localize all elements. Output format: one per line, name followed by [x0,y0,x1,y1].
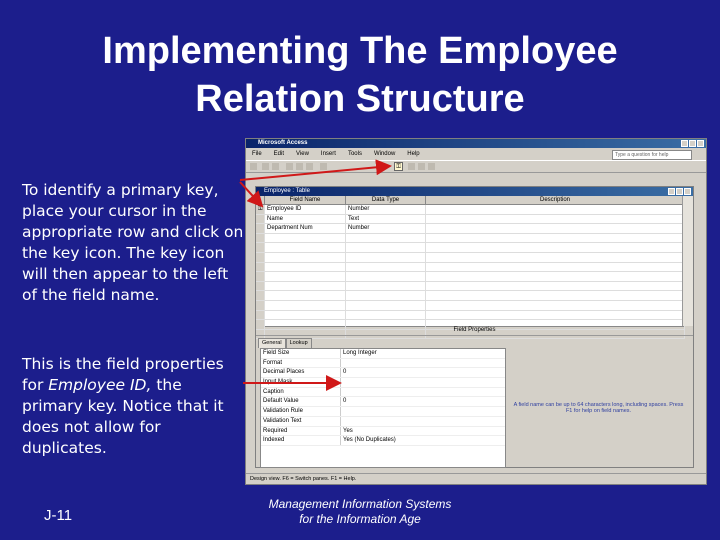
save-icon[interactable] [262,163,269,170]
property-row[interactable] [261,349,505,359]
empty-cell[interactable] [346,272,426,281]
empty-cell[interactable] [265,263,346,272]
primary-key-instruction: To identify a primary key, place your cursor in the appropriate row and click on the key icon. The key icon will then appear to the left of the field name. [22,181,244,304]
empty-cell[interactable] [265,243,346,252]
help-search-input[interactable]: Type a question for help [612,150,692,160]
minimize-button[interactable] [681,140,688,147]
empty-cell[interactable] [265,291,346,300]
empty-cell[interactable] [426,263,685,272]
data-type-cell[interactable]: Number [346,205,426,214]
empty-cell[interactable] [426,272,685,281]
empty-grid-row[interactable] [256,243,685,253]
description-cell[interactable] [426,215,685,224]
empty-cell[interactable] [426,243,685,252]
empty-cell[interactable] [346,253,426,262]
title-line-1: Implementing The Employee [102,30,618,72]
access-window [245,138,707,485]
empty-cell[interactable] [346,282,426,291]
empty-cell[interactable] [346,291,426,300]
empty-grid-row[interactable] [256,263,685,273]
property-row[interactable] [261,388,505,398]
page-number: J-11 [44,507,73,524]
paste-icon[interactable] [306,163,313,170]
primary-key-marker-icon: ⚿ [256,205,265,214]
empty-cell[interactable] [265,282,346,291]
property-name: Validation Text [263,417,302,424]
empty-cell[interactable] [426,301,685,310]
empty-grid-row[interactable] [256,291,685,301]
title-line-2: Relation Structure [195,77,525,120]
note-text-1: This is the field properties for [22,355,224,394]
menu-window[interactable]: Window [373,151,396,157]
field-name-header: Field Name [265,196,346,204]
empty-cell[interactable] [346,301,426,310]
properties-icon[interactable] [428,163,435,170]
property-name: Format [263,359,283,366]
data-type-cell[interactable]: Number [346,224,426,233]
field-help-hint: A field name can be up to 64 characters long, including spaces. Press F1 for help on field names. [513,402,684,414]
empty-cell[interactable] [256,272,265,281]
empty-cell[interactable] [265,301,346,310]
empty-cell[interactable] [346,263,426,272]
empty-cell[interactable] [256,243,265,252]
property-row[interactable] [261,417,505,427]
property-row[interactable] [261,368,505,378]
property-row[interactable] [261,397,505,407]
table-maximize-button[interactable] [676,188,683,195]
table-window-controls [668,188,691,195]
empty-cell[interactable] [256,311,265,320]
description-cell[interactable] [426,224,685,233]
field-name-cell[interactable]: Employee ID [265,205,346,214]
property-row[interactable] [261,436,505,446]
close-button[interactable] [697,140,704,147]
empty-cell[interactable] [346,243,426,252]
property-name: Default Value [263,398,299,405]
field-name-cell[interactable]: Department Num [265,224,346,233]
menu-insert[interactable]: Insert [320,151,336,157]
empty-cell[interactable] [256,263,265,272]
property-value[interactable]: Long Integer [340,349,505,358]
property-row[interactable] [261,407,505,417]
empty-grid-row[interactable] [256,253,685,263]
empty-cell[interactable] [256,253,265,262]
grid-header [256,196,685,205]
indexes-icon[interactable] [408,163,415,170]
description-header: Description [426,196,685,204]
data-type-cell[interactable]: Text [346,215,426,224]
footer-caption [250,497,470,527]
table-minimize-button[interactable] [668,188,675,195]
property-name: Field Size [263,350,290,356]
window-controls [681,140,704,147]
table-titlebar: Employee : Table [256,187,693,196]
property-value[interactable]: Yes [340,427,505,436]
description-cell[interactable] [426,205,685,214]
table-close-button[interactable] [684,188,691,195]
empty-cell[interactable] [256,282,265,291]
property-value[interactable] [340,359,505,368]
property-value[interactable] [340,417,505,426]
property-name: Decimal Places [263,369,305,376]
cut-icon[interactable] [286,163,293,170]
note-emphasis: Employee ID, [48,376,152,394]
empty-cell[interactable] [426,311,685,320]
property-value[interactable] [340,407,505,416]
data-type-header: Data Type [346,196,426,204]
access-titlebar [246,139,706,148]
empty-rows [256,234,685,340]
table-row[interactable] [256,205,685,215]
empty-grid-row[interactable] [256,301,685,311]
row-selector[interactable] [256,224,265,233]
field-properties-label: Field Properties [256,326,693,336]
property-name: Input Mask [263,379,293,386]
menu-file[interactable]: File [252,151,262,157]
field-name-cell[interactable]: Name [265,215,346,224]
footer-line-2: for the Information Age [299,512,421,526]
note-text-2: the primary key. Notice that it does not allow for duplicates. [22,376,224,457]
property-name: Caption [263,388,284,395]
empty-cell[interactable] [256,234,265,243]
menu-tools[interactable]: Tools [347,151,362,157]
property-sheet [260,348,506,468]
table-row[interactable] [256,215,685,225]
empty-grid-row[interactable] [256,234,685,244]
empty-cell[interactable] [265,234,346,243]
empty-grid-row[interactable] [256,282,685,292]
tab-general[interactable]: General [258,338,286,348]
empty-cell[interactable] [426,234,685,243]
properties-tabs [258,338,312,348]
empty-cell[interactable] [426,253,685,262]
empty-grid-row[interactable] [256,311,685,321]
empty-cell[interactable] [265,272,346,281]
empty-grid-row[interactable] [256,272,685,282]
insert-rows-icon[interactable] [418,163,425,170]
undo-icon[interactable] [320,163,327,170]
property-name: Required [263,427,288,434]
property-row[interactable] [261,359,505,369]
property-value[interactable] [340,378,505,387]
property-row[interactable] [261,427,505,437]
property-value[interactable]: 0 [340,397,505,406]
slide-title [0,28,720,123]
print-icon[interactable] [272,163,279,170]
view-icon[interactable] [250,163,257,170]
field-grid [256,196,685,327]
tab-lookup[interactable]: Lookup [286,338,312,348]
empty-cell[interactable] [256,291,265,300]
grid-scrollbar[interactable] [682,196,693,326]
empty-cell[interactable] [346,234,426,243]
menu-edit[interactable]: Edit [273,151,285,157]
empty-cell[interactable] [265,253,346,262]
property-row[interactable] [261,378,505,388]
property-name: Validation Rule [263,408,303,415]
row-selector[interactable] [256,215,265,224]
status-bar: Design view. F6 = Switch panes. F1 = Help. [246,473,706,484]
empty-cell[interactable] [426,291,685,300]
table-row[interactable] [256,224,685,234]
empty-cell[interactable] [265,311,346,320]
access-title: Microsoft Access [258,140,308,146]
menu-help[interactable]: Help [407,151,420,157]
toolbar [246,160,706,173]
copy-icon[interactable] [296,163,303,170]
field-properties-note [22,354,247,459]
menu-view[interactable]: View [296,151,309,157]
property-value[interactable] [340,388,505,397]
property-name: Indexed [263,437,285,444]
empty-cell[interactable] [256,301,265,310]
footer-line-1: Management Information Systems [268,497,452,511]
property-value[interactable]: 0 [340,368,505,377]
maximize-button[interactable] [689,140,696,147]
primary-key-icon[interactable]: ⚿ [394,162,403,171]
row-selector-header [256,196,265,204]
empty-cell[interactable] [426,282,685,291]
table-design-window [255,186,694,468]
empty-cell[interactable] [346,311,426,320]
property-value[interactable]: Yes (No Duplicates) [340,436,505,445]
